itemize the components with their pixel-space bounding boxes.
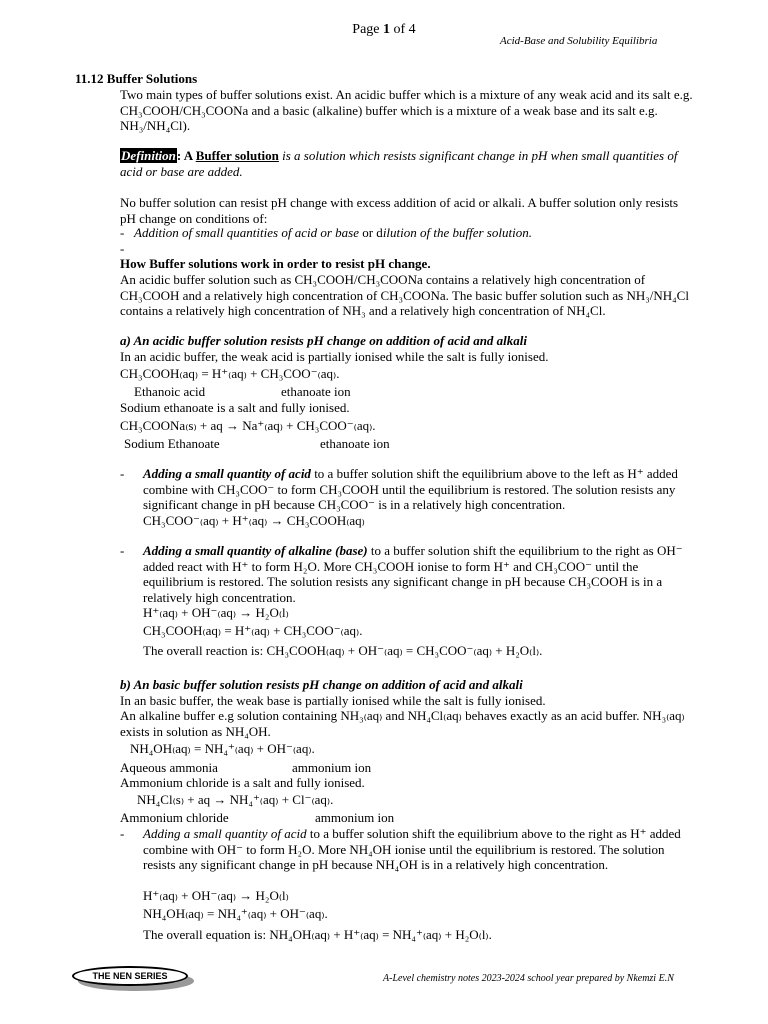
label-ammonium-ion-2: ammonium ion [315, 810, 395, 825]
base-addition-paragraph: Adding a small quantity of alkaline (base) to a buffer solution shift the equilibrium to the right as OH⁻ added react with H⁺ to form H₂O. More CH₃COOH ionise to form H⁺ and CH₃COO⁻ until the equilibrium is restored. The solution resists any significant change in pH because CH₃COOH is in a relatively high concentration. [143, 543, 683, 605]
bullet-dash: - [120, 826, 125, 841]
part-a-line2: Sodium ethanoate is a salt and fully ionised. [120, 400, 350, 415]
part-b-title: b) An basic buffer solution resists pH change on addition of acid and alkali [120, 677, 523, 692]
definition: Definition: A Buffer solution is a solution which resists significant change in pH when small quantities of acid or base are added. [120, 148, 678, 179]
base-addition-eq1: H⁺₍aq₎ + OH⁻₍aq₎ → H₂O₍l₎ [143, 605, 289, 620]
part-b-line1: In an basic buffer, the weak base is partially ionised while the salt is fully ionised. [120, 693, 546, 708]
definition-label: Definition [121, 148, 176, 163]
part-a-line1: In an acidic buffer, the weak acid is partially ionised while the salt is fully ionised. [120, 349, 549, 364]
how-title: How Buffer solutions work in order to resist pH change. [120, 256, 431, 271]
part-b-line2: An alkaline buffer e.g solution containing NH₃₍aq₎ and NH₄Cl₍aq₎ behaves exactly as an acid buffer. NH₃₍aq₎ exists in solution as NH₄OH. [120, 708, 685, 739]
basic-acid-eq2: NH₄OH₍aq₎ = NH₄⁺₍aq₎ + OH⁻₍aq₎. [143, 906, 328, 921]
part-a-eq1: CH₃COOH₍aq₎ = H⁺₍aq₎ + CH₃COO⁻₍aq₎. [120, 366, 340, 381]
acid-addition-paragraph: Adding a small quantity of acid to a buffer solution shift the equilibrium above to the left as H⁺ added combine with CH₃COO⁻ to form CH₃COOH until the equilibrium is restored. The solution resists any significant change in pH because CH₃COO⁻ is in a relatively high concentration. [143, 466, 678, 512]
label-ethanoate-ion: ethanoate ion [281, 384, 351, 399]
label-sodium-ethanoate: Sodium Ethanoate [124, 436, 220, 451]
basic-acid-addition-paragraph: Adding a small quantity of acid to a buffer solution shift the equilibrium above to the right as H⁺ added combine with OH⁻ to form H₂O. More NH₄OH ionise until the equilibrium is restored. The solution resists any significant change in pH because NH₄OH is in a relatively high concentration. [143, 826, 681, 872]
footer-credit: A-Level chemistry notes 2023-2024 school year prepared by Nkemzi E.N [383, 973, 674, 984]
page-number: Page 1 of 4 [352, 22, 416, 37]
intro-paragraph: Two main types of buffer solutions exist. An acidic buffer which is a mixture of any weak acid and its salt e.g. CH₃COOH/CH₃COONa and a basic (alkaline) buffer which is a mixture of a weak base and its salt e.g. NH₃/NH₄Cl). [120, 87, 693, 133]
label-ethanoate-ion-2: ethanoate ion [320, 436, 390, 451]
acid-addition-eq: CH₃COO⁻₍aq₎ + H⁺₍aq₎ → CH₃COOH₍aq₎ [143, 513, 365, 528]
label-ammonium-chloride: Ammonium chloride [120, 810, 229, 825]
part-a-title: a) An acidic buffer solution resists pH change on addition of acid and alkali [120, 333, 528, 348]
bullet-dash: - [120, 543, 125, 558]
chapter-header: Acid-Base and Solubility Equilibria [500, 35, 658, 47]
base-addition-eq2: CH₃COOH₍aq₎ = H⁺₍aq₎ + CH₃COO⁻₍aq₎. [143, 623, 363, 638]
overall-equation-b: The overall equation is: NH₄OH₍aq₎ + H⁺₍aq₎ = NH₄⁺₍aq₎ + H₂O₍l₎. [143, 927, 492, 942]
label-aqueous-ammonia: Aqueous ammonia [120, 760, 218, 775]
condition-dash: - [120, 225, 125, 240]
label-ammonium-ion: ammonium ion [292, 760, 372, 775]
how-paragraph: An acidic buffer solution such as CH₃COOH/CH₃COONa contains a relatively high concentration of CH₃COOH and a relatively high concentration of CH₃COONa. The basic buffer solution such as NH₃/NH₄Cl contains a relatively high concentration of NH₃ and a relatively high concentration of NH₄Cl. [120, 272, 689, 318]
part-b-eq1: NH₄OH₍aq₎ = NH₄⁺₍aq₎ + OH⁻₍aq₎. [130, 741, 315, 756]
part-a-eq2: CH₃COONa₍s₎ + aq → Na⁺₍aq₎ + CH₃COO⁻₍aq₎. [120, 418, 376, 433]
overall-reaction-a: The overall reaction is: CH₃COOH₍aq₎ + OH⁻₍aq₎ = CH₃COO⁻₍aq₎ + H₂O₍l₎. [143, 643, 543, 658]
series-badge: THE NEN SERIES [72, 966, 188, 986]
basic-acid-eq1: H⁺₍aq₎ + OH⁻₍aq₎ → H₂O₍l₎ [143, 888, 289, 903]
bullet-dash: - [120, 466, 125, 481]
condition-item: Addition of small quantities of acid or base or dilution of the buffer solution. [134, 225, 532, 240]
section-title: 11.12 Buffer Solutions [75, 71, 198, 86]
definition-term: Buffer solution [195, 148, 279, 163]
part-b-line3: Ammonium chloride is a salt and fully ionised. [120, 775, 365, 790]
condition-dash-empty: - [120, 241, 125, 256]
part-b-eq2: NH₄Cl₍s₎ + aq → NH₄⁺₍aq₎ + Cl⁻₍aq₎. [137, 792, 334, 807]
no-resist-paragraph: No buffer solution can resist pH change with excess addition of acid or alkali. A buffer solution only resists pH change on conditions of: [120, 195, 679, 226]
label-ethanoic-acid: Ethanoic acid [134, 384, 206, 399]
